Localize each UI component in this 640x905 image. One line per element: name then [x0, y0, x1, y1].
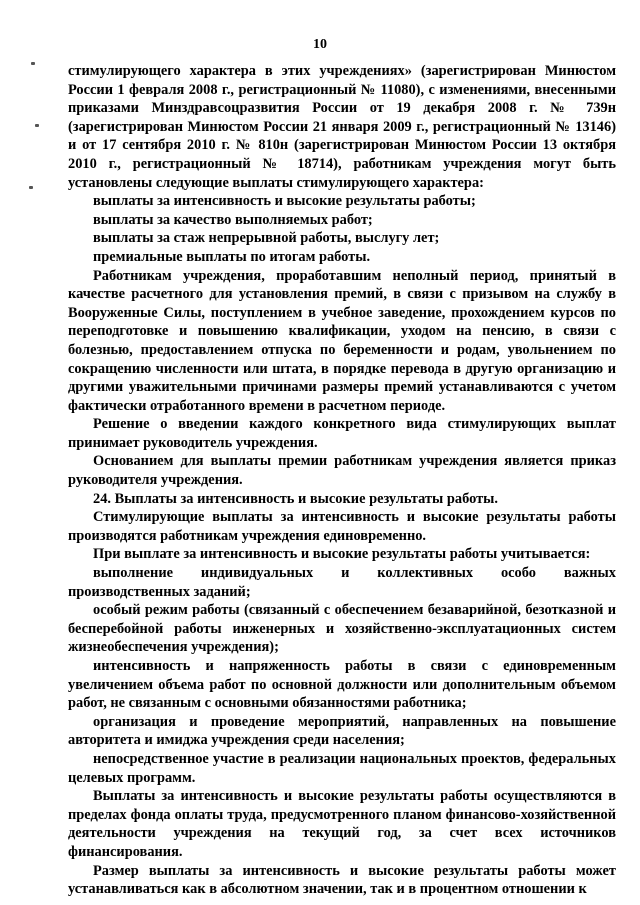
paragraph: Стимулирующие выплаты за интенсивность и высокие результаты работы производятся работникам учреждения единовременно.: [68, 509, 616, 544]
document-body: [68, 62, 616, 899]
list-item: выплаты за качество выполняемых работ;: [93, 211, 373, 228]
scan-mark: [35, 124, 39, 127]
list-item: выполнение индивидуальных и коллективных особо важных производственных заданий;: [68, 565, 616, 600]
section-heading: 24. Выплаты за интенсивность и высокие результаты работы.: [93, 490, 498, 507]
paragraph: Работникам учреждения, проработавшим неполный период, принятый в качестве расчетного для установления премий, в связи с призывом на службу в Вооруженные Силы, поступлением в учебное заведение, прохождением курсов по переподготовке и повышению квалификации, уходом на пенсию, в связи с болезнью, предоставлением отпуска по беременности и родам, увольнением по сокращению численности или штата, в порядке перевода в другую организацию и другими уважительными причинами размеры премий устанавливаются с учетом фактически отработанного времени в расчетном периоде.: [68, 267, 616, 414]
paragraph: стимулирующего характера в этих учреждениях» (зарегистрирован Минюстом России 1 февраля 2008 г., регистрационный № 11080), с изменениями, внесенными приказами Минздравсоцразвития России от 19 декабря 2008 г. № 739н (зарегистрирован Минюстом России 21 января 2009 г., регистрационный № 13146) и от 17 сентября 2010 г. № 810н (зарегистрирован Минюстом России 13 октября 2010 г., регистрационный № 18714), работникам учреждения могут быть установлены следующие выплаты стимулирующего характера:: [68, 63, 616, 191]
list-item: выплаты за стаж непрерывной работы, выслугу лет;: [93, 230, 440, 247]
paragraph: Размер выплаты за интенсивность и высокие результаты работы может устанавливаться как в абсолютном значении, так и в процентном отношении к: [68, 862, 616, 898]
list-item: особый режим работы (связанный с обеспечением безаварийной, безотказной и бесперебойной работы инженерных и хозяйственно-эксплуатационных систем жизнеобеспечения учреждения);: [68, 602, 616, 656]
paragraph: Основанием для выплаты премии работникам учреждения является приказ руководителя учреждения.: [68, 453, 616, 489]
paragraph: Решение о введении каждого конкретного вида стимулирующих выплат принимает руководитель учреждения.: [68, 416, 616, 451]
list-item: премиальные выплаты по итогам работы.: [93, 248, 371, 265]
list-item: непосредственное участие в реализации национальных проектов, федеральных целевых программ.: [68, 750, 616, 786]
scan-mark: [29, 186, 33, 189]
scan-mark: [31, 62, 35, 65]
list-item: интенсивность и напряженность работы в связи с единовременным увеличением объема работ по основной должности или дополнительным объемом работ, не связанным с основными обязанностями работника;: [68, 658, 616, 712]
list-item: выплаты за интенсивность и высокие результаты работы;: [93, 193, 476, 210]
page-number: 10: [313, 37, 327, 52]
paragraph: При выплате за интенсивность и высокие результаты работы учитывается:: [93, 546, 591, 563]
paragraph: Выплаты за интенсивность и высокие результаты работы осуществляются в пределах фонда оплаты труда, предусмотренного планом финансово-хозяйственной деятельности учреждения на текущий год, за счет всех источников финансирования.: [68, 788, 616, 860]
list-item: организация и проведение мероприятий, направленных на повышение авторитета и имиджа учреждения среди населения;: [68, 713, 616, 749]
